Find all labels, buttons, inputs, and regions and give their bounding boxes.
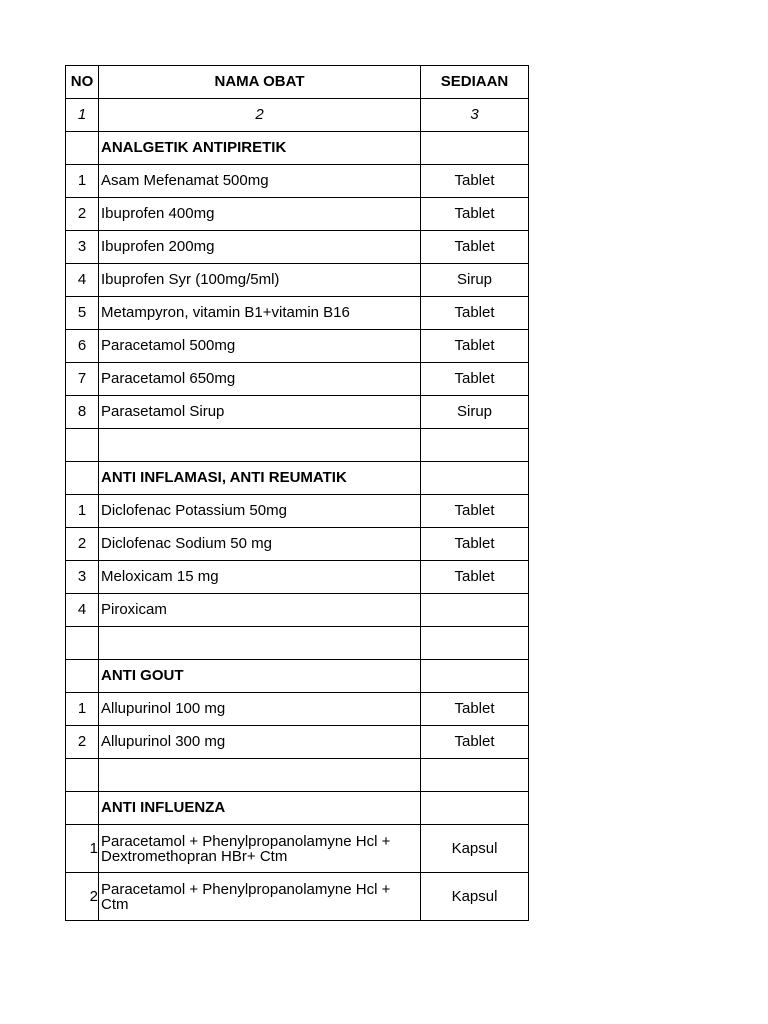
no-cell: 2 [66,528,99,561]
category-row [66,792,529,825]
dosage-form-cell [421,660,529,693]
drug-name-cell: Diclofenac Sodium 50 mg [99,528,421,561]
drug-name-cell [99,429,421,462]
table-row [66,825,529,873]
drug-list-table [65,65,529,921]
no-cell: 3 [66,561,99,594]
dosage-form-cell: Sirup [421,396,529,429]
no-cell [66,627,99,660]
dosage-form-cell: Tablet [421,363,529,396]
no-cell: 1 [66,825,99,873]
no-cell: 1 [66,693,99,726]
drug-name-cell: Allupurinol 100 mg [99,693,421,726]
dosage-form-cell [421,792,529,825]
index-cell: 2 [99,99,421,132]
drug-name-cell [99,759,421,792]
dosage-form-cell: Tablet [421,561,529,594]
index-cell: 1 [66,99,99,132]
table-row [66,198,529,231]
dosage-form-cell: Tablet [421,726,529,759]
drug-name-cell: ANTI GOUT [99,660,421,693]
no-cell [66,462,99,495]
drug-name-cell: Piroxicam [99,594,421,627]
table-row [66,561,529,594]
drug-name-cell: Paracetamol 650mg [99,363,421,396]
table-row [66,363,529,396]
dosage-form-cell: Tablet [421,231,529,264]
drug-name-cell: Metampyron, vitamin B1+vitamin B16 [99,297,421,330]
header-no: NO [66,66,99,99]
no-cell: 3 [66,231,99,264]
dosage-form-cell [421,759,529,792]
header-drug-name: NAMA OBAT [99,66,421,99]
table-row [66,330,529,363]
no-cell: 2 [66,873,99,921]
table-row [66,396,529,429]
table-row [66,297,529,330]
dosage-form-cell [421,627,529,660]
no-cell [66,759,99,792]
no-cell [66,792,99,825]
no-cell [66,429,99,462]
header-row [66,66,529,99]
no-cell: 5 [66,297,99,330]
table-row [66,726,529,759]
dosage-form-cell: Kapsul [421,825,529,873]
drug-name-cell: Ibuprofen Syr (100mg/5ml) [99,264,421,297]
drug-name-cell: Ibuprofen 400mg [99,198,421,231]
no-cell: 4 [66,594,99,627]
dosage-form-cell: Sirup [421,264,529,297]
dosage-form-cell [421,594,529,627]
dosage-form-cell: Tablet [421,198,529,231]
dosage-form-cell: Tablet [421,297,529,330]
table-row [66,231,529,264]
drug-name-cell: Meloxicam 15 mg [99,561,421,594]
dosage-form-cell: Tablet [421,495,529,528]
category-row [66,132,529,165]
no-cell [66,132,99,165]
blank-row [66,627,529,660]
dosage-form-cell [421,132,529,165]
dosage-form-cell: Tablet [421,330,529,363]
drug-name-cell: Paracetamol + Phenylpropanolamyne Hcl + Dextromethopran HBr+ Ctm [99,825,421,873]
blank-row [66,759,529,792]
drug-name-cell: ANTI INFLUENZA [99,792,421,825]
dosage-form-cell: Tablet [421,693,529,726]
table-row [66,693,529,726]
table-row [66,165,529,198]
drug-name-cell: Ibuprofen 200mg [99,231,421,264]
dosage-form-cell: Tablet [421,165,529,198]
blank-row [66,429,529,462]
table-row [66,594,529,627]
no-cell: 4 [66,264,99,297]
dosage-form-cell [421,462,529,495]
no-cell: 6 [66,330,99,363]
drug-name-cell: ANTI INFLAMASI, ANTI REUMATIK [99,462,421,495]
drug-name-cell: Asam Mefenamat 500mg [99,165,421,198]
drug-name-cell: Paracetamol + Phenylpropanolamyne Hcl + Ctm [99,873,421,921]
table-row [66,528,529,561]
column-index-row [66,99,529,132]
table-row [66,264,529,297]
dosage-form-cell: Tablet [421,528,529,561]
category-row [66,462,529,495]
table-row [66,495,529,528]
header-dosage-form: SEDIAAN [421,66,529,99]
drug-name-cell [99,627,421,660]
table-row [66,873,529,921]
drug-name-cell: ANALGETIK ANTIPIRETIK [99,132,421,165]
no-cell: 2 [66,726,99,759]
no-cell: 2 [66,198,99,231]
category-row [66,660,529,693]
dosage-form-cell: Kapsul [421,873,529,921]
no-cell: 1 [66,495,99,528]
drug-name-cell: Parasetamol Sirup [99,396,421,429]
drug-name-cell: Allupurinol 300 mg [99,726,421,759]
dosage-form-cell [421,429,529,462]
no-cell [66,660,99,693]
drug-name-cell: Paracetamol 500mg [99,330,421,363]
index-cell: 3 [421,99,529,132]
no-cell: 7 [66,363,99,396]
drug-name-cell: Diclofenac Potassium 50mg [99,495,421,528]
no-cell: 8 [66,396,99,429]
no-cell: 1 [66,165,99,198]
